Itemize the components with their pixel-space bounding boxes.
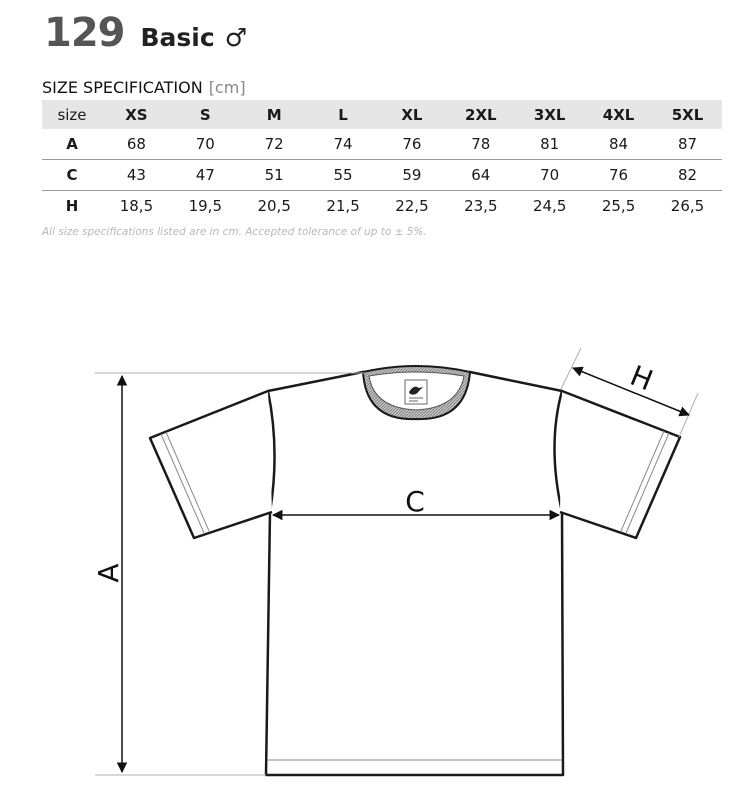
table-cell: 64 bbox=[446, 160, 515, 191]
dimension-a-label: A bbox=[92, 563, 125, 583]
table-cell: 76 bbox=[377, 129, 446, 160]
neck-label-icon bbox=[405, 380, 427, 404]
table-cell: 19,5 bbox=[188, 197, 222, 215]
product-name: Basic bbox=[140, 23, 215, 52]
table-cell: 84 bbox=[584, 129, 653, 160]
table-cell: 22,5 bbox=[395, 197, 429, 215]
product-code: 129 bbox=[44, 10, 125, 56]
table-cell: 51 bbox=[240, 160, 309, 191]
header-cell: XS bbox=[102, 100, 171, 129]
dimension-c-label: C bbox=[405, 485, 425, 518]
table-cell: 26,5 bbox=[670, 197, 705, 215]
table-cell: 78 bbox=[446, 129, 515, 160]
table-cell: 68 bbox=[102, 129, 171, 160]
row-label: C bbox=[42, 160, 102, 191]
table-cell: 18,5 bbox=[119, 197, 154, 215]
table-cell: 74 bbox=[309, 129, 378, 160]
size-spec-unit: [cm] bbox=[208, 78, 246, 97]
tolerance-note: All size specifications listed are in cm. Accepted tolerance of up to ± 5%. bbox=[42, 226, 427, 238]
table-cell: 70 bbox=[171, 129, 240, 160]
table-cell: 87 bbox=[653, 129, 722, 160]
table-cell: 24,5 bbox=[532, 197, 567, 215]
table-cell: 70 bbox=[515, 160, 584, 191]
table-cell: 59 bbox=[377, 160, 446, 191]
table-cell: 72 bbox=[240, 129, 309, 160]
dimension-h-label: H bbox=[625, 358, 658, 398]
table-cell: 43 bbox=[102, 160, 171, 191]
table-cell: 21,5 bbox=[326, 197, 360, 215]
header-cell: M bbox=[240, 100, 309, 129]
header-cell: L bbox=[309, 100, 378, 129]
header-cell: XL bbox=[377, 100, 446, 129]
header-cell: S bbox=[171, 100, 240, 129]
table-cell: 47 bbox=[171, 160, 240, 191]
header-cell: 2XL bbox=[446, 100, 515, 129]
table-cell: 25,5 bbox=[601, 197, 636, 215]
tshirt-outline bbox=[150, 372, 680, 775]
table-cell: 81 bbox=[515, 129, 584, 160]
header-cell: 5XL bbox=[653, 100, 722, 129]
row-label: H bbox=[65, 197, 79, 215]
header-cell: 3XL bbox=[515, 100, 584, 129]
size-spec-heading: SIZE SPECIFICATION bbox=[42, 78, 203, 97]
table-cell: 55 bbox=[309, 160, 378, 191]
header-cell-size: size bbox=[42, 100, 102, 129]
table-cell: 76 bbox=[584, 160, 653, 191]
male-icon: ♂ bbox=[224, 23, 248, 52]
table-cell: 23,5 bbox=[464, 197, 498, 215]
table-cell: 20,5 bbox=[257, 197, 291, 215]
row-label: A bbox=[42, 129, 102, 160]
table-cell: 82 bbox=[653, 160, 722, 191]
header-cell: 4XL bbox=[584, 100, 653, 129]
dimension-h-guide-left bbox=[561, 348, 581, 389]
